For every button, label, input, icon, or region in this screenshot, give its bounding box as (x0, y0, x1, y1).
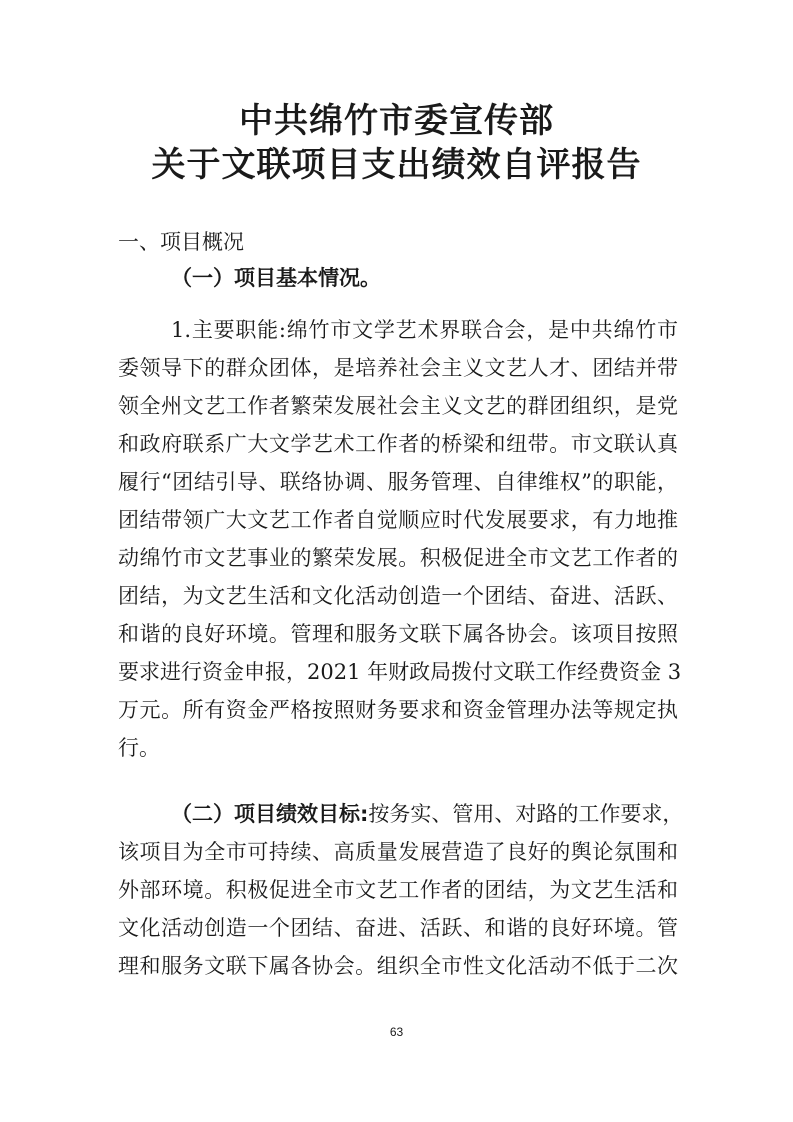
paragraph-line: 委领导下的群众团体，是培养社会主义文艺人才、团结并带 (118, 356, 678, 380)
paragraph-line: 要求进行资金申报，2021 年财政局拨付文联工作经费资金 3 (118, 660, 682, 684)
subsection-heading-performance-goal: （二）项目绩效目标: (171, 802, 369, 826)
document-title-line2: 关于文联项目支出绩效自评报告 (151, 145, 642, 185)
paragraph-line: 团结带领广大文艺工作者自觉顺应时代发展要求，有力地推 (118, 508, 678, 532)
paragraph-line: 履行“团结引导、联络协调、服务管理、自律维权”的职能， (118, 470, 678, 494)
paragraph-line: 外部环境。积极促进全市文艺工作者的团结，为文艺生活和 (118, 878, 678, 902)
paragraph-line: 团结，为文艺生活和文化活动创造一个团结、奋进、活跃、 (118, 584, 678, 608)
section-heading-overview: 一、项目概况 (118, 230, 244, 254)
paragraph-line: 万元。所有资金严格按照财务要求和资金管理办法等规定执 (118, 698, 678, 722)
paragraph-line: 行。 (118, 736, 160, 760)
paragraph-line-performance-goal (171, 800, 684, 828)
document-title-line1: 中共绵竹市委宣传部 (239, 101, 554, 141)
paragraph-line: 和谐的良好环境。管理和服务文联下属各协会。该项目按照 (118, 622, 678, 646)
page-number: 63 (389, 1025, 404, 1039)
paragraph-text: 按务实、管用、对路的工作要求， (368, 802, 684, 826)
paragraph-line: 1.主要职能:绵竹市文学艺术界联合会，是中共绵竹市 (171, 318, 678, 342)
paragraph-line: 该项目为全市可持续、高质量发展营造了良好的舆论氛围和 (118, 840, 678, 864)
paragraph-line: 动绵竹市文艺事业的繁荣发展。积极促进全市文艺工作者的 (118, 546, 678, 570)
paragraph-line: 领全州文艺工作者繁荣发展社会主义文艺的群团组织，是党 (118, 394, 678, 418)
paragraph-line: 理和服务文联下属各协会。组织全市性文化活动不低于二次 (118, 954, 678, 978)
paragraph-line: 文化活动创造一个团结、奋进、活跃、和谐的良好环境。管 (118, 916, 678, 940)
subsection-heading-basic-info: （一）项目基本情况。 (171, 266, 381, 290)
paragraph-line: 和政府联系广大文学艺术工作者的桥梁和纽带。市文联认真 (118, 432, 678, 456)
